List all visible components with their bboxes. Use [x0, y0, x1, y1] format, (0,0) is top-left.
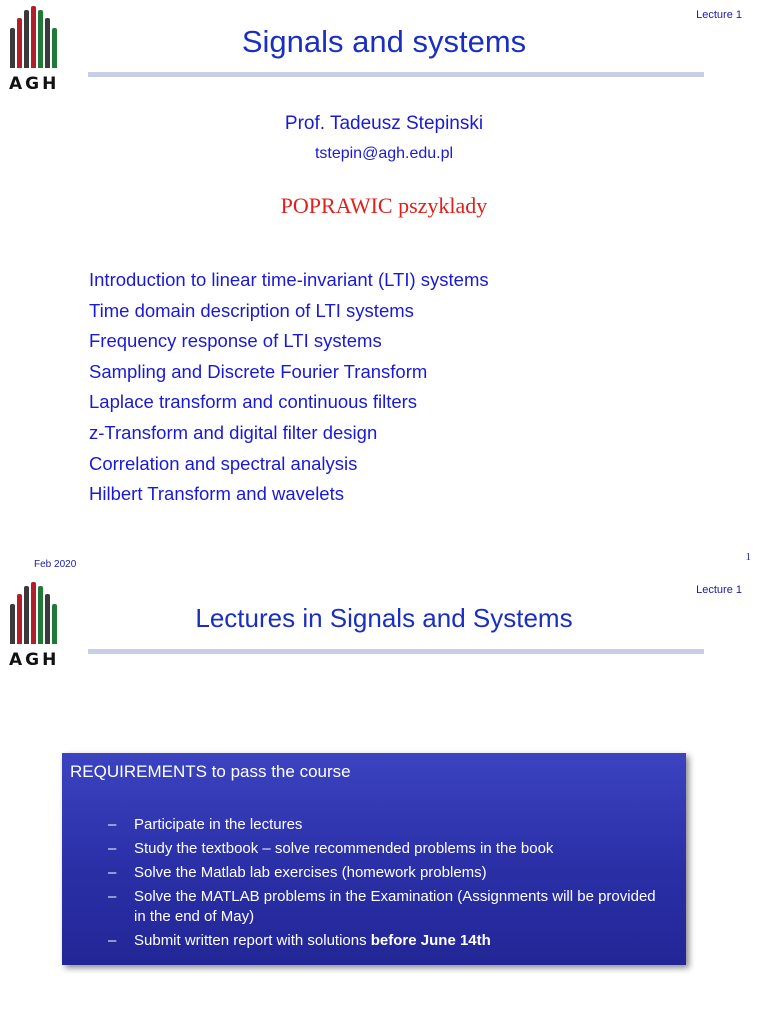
- list-item: Correlation and spectral analysis: [89, 452, 358, 474]
- agh-logo-text: AGH: [9, 74, 60, 94]
- list-item: [108, 839, 668, 859]
- list-item-text: Solve the MATLAB problems in the Examination (Assignments will be provided in the end of May): [134, 888, 656, 925]
- deadline-text: before June 14th: [370, 932, 491, 949]
- title-divider: [88, 72, 704, 77]
- list-item: [108, 863, 668, 883]
- dash-bullet: –: [108, 888, 117, 905]
- note-text: POPRAWIC pszyklady: [280, 193, 488, 218]
- requirements-box: [62, 753, 686, 965]
- list-item-text: Solve the Matlab lab exercises (homework problems): [134, 864, 487, 881]
- slide-title: Lectures in Signals and Systems: [195, 603, 573, 633]
- professor-name: Prof. Tadeusz Stepinski: [284, 113, 484, 134]
- lecture-label: Lecture 1: [696, 9, 742, 21]
- dash-bullet: –: [108, 864, 117, 881]
- lecture-label: Lecture 1: [696, 584, 742, 596]
- requirements-list: [108, 815, 668, 955]
- dash-bullet: –: [108, 816, 117, 833]
- slide-date: Feb 2020: [34, 559, 77, 570]
- list-item: Hilbert Transform and wavelets: [89, 483, 344, 505]
- title-divider: [88, 649, 704, 654]
- list-item: [108, 931, 668, 951]
- page-number: 1: [745, 551, 751, 563]
- list-item-text: Submit written report with solutions: [134, 932, 371, 949]
- dash-bullet: –: [108, 932, 117, 949]
- list-item: [108, 887, 668, 927]
- list-item: Introduction to linear time-invariant (LTI) systems: [89, 269, 489, 290]
- topic-list: [89, 267, 489, 512]
- dash-bullet: –: [108, 840, 117, 857]
- slide-title: Signals and systems: [241, 24, 527, 59]
- requirements-heading: REQUIREMENTS to pass the course: [70, 762, 351, 781]
- list-item: Frequency response of LTI systems: [89, 330, 382, 352]
- list-item-text: Study the textbook – solve recommended problems in the book: [134, 840, 554, 857]
- list-item: Laplace transform and continuous filters: [89, 391, 418, 413]
- agh-logo-text: AGH: [9, 650, 60, 670]
- list-item: Sampling and Discrete Fourier Transform: [89, 360, 428, 382]
- slide-2: [0, 576, 768, 1024]
- list-item: Time domain description of LTI systems: [89, 299, 414, 321]
- list-item-text: Participate in the lectures: [134, 816, 303, 833]
- professor-email[interactable]: tstepin@agh.edu.pl: [314, 145, 454, 162]
- list-item: z-Transform and digital filter design: [89, 421, 378, 443]
- list-item: [108, 815, 668, 835]
